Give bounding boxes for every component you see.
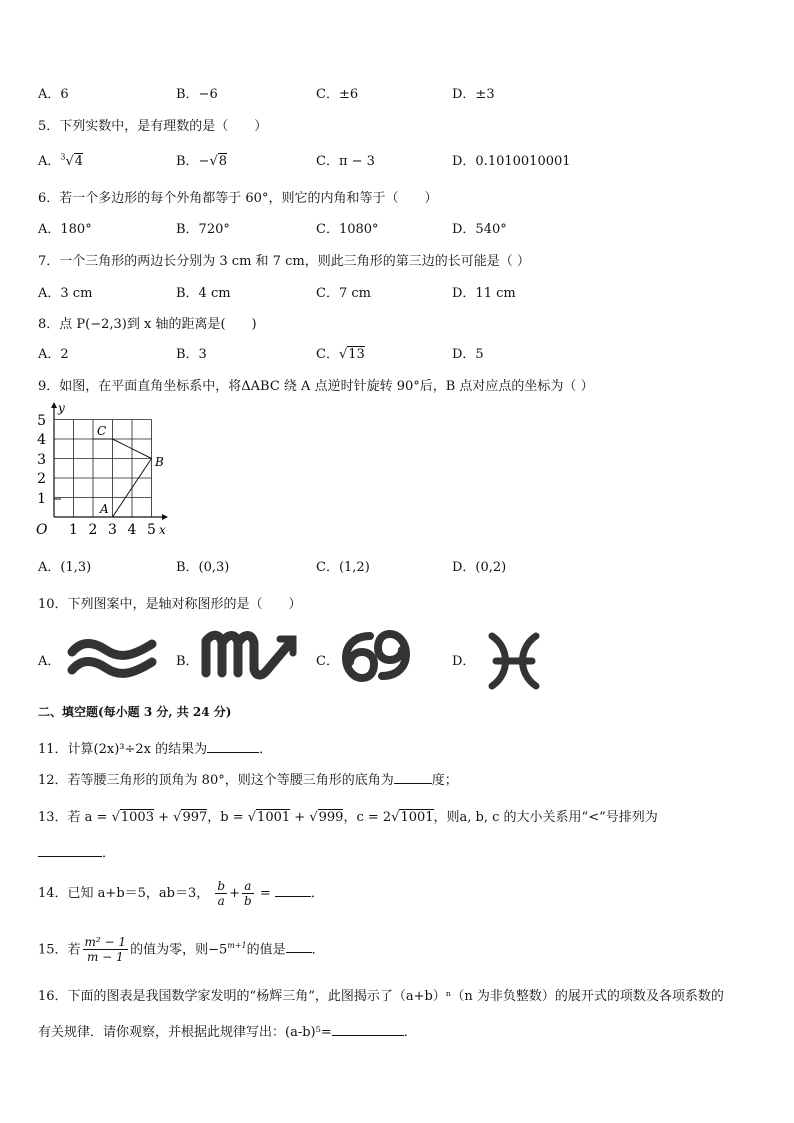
aquarius-symbol-icon — [66, 632, 158, 682]
q7-option-c[interactable]: C．7 cm — [316, 286, 371, 301]
q13-root-4: 999 — [318, 810, 344, 825]
x-tick-1: 1 — [69, 522, 78, 538]
q14-f1-den: a — [217, 894, 225, 908]
q5-a-index: 3 — [60, 152, 66, 162]
y-tick-3: 3 — [37, 452, 46, 468]
x-tick-4: 4 — [127, 522, 137, 538]
q10-option-a[interactable]: A． — [38, 654, 61, 669]
q4-option-b[interactable]: B．−6 — [176, 87, 218, 102]
y-axis-label: y — [58, 402, 65, 415]
q16-end: ． — [403, 1025, 417, 1040]
q10-option-d[interactable]: D． — [452, 654, 476, 669]
section-2-title: 二、填空题(每小题 3 分, 共 24 分) — [38, 705, 232, 719]
x-tick-2: 2 — [88, 522, 98, 538]
q13: 13．若 a = √1003 + √997，b = √1001 + √999，c = 2√1001，则a, b, c 的大小关系用“<”号排列为 — [38, 810, 658, 825]
q11-text: 11．计算(2x)³÷2x 的结果为 — [38, 742, 208, 757]
q14-text: 14．已知 a+b＝5，ab＝3， — [38, 886, 210, 901]
q8-stem: 8．点 P(−2,3)到 x 轴的距离是( ) — [38, 317, 257, 332]
q12-text: 12．若等腰三角形的顶角为 80°，则这个等腰三角形的底角为 — [38, 773, 394, 788]
q5-stem: 5．下列实数中，是有理数的是（ ） — [38, 119, 268, 134]
q13-text-2: ，b = — [207, 810, 244, 825]
q16-line-2 — [38, 1021, 417, 1040]
q14 — [38, 874, 324, 914]
q9-options — [38, 556, 778, 576]
q7-stem: 7．一个三角形的两边长分别为 3 cm 和 7 cm，则此三角形的第三边的长可能是（ ） — [38, 254, 530, 269]
q15-den: m − 1 — [86, 950, 124, 965]
q16-text: 有关规律．请你观察，并根据此规律写出：(a-b)⁵= — [38, 1025, 332, 1040]
point-c-label: C — [97, 424, 107, 438]
q5-a-val: 4 — [74, 154, 84, 169]
q11 — [38, 738, 272, 757]
q6-option-a[interactable]: A．180° — [38, 222, 92, 237]
q14-equals: = — [259, 886, 271, 901]
q7-option-a[interactable]: A．3 cm — [38, 286, 93, 301]
q14-plus: + — [229, 886, 240, 901]
y-axis-arrow-icon — [51, 402, 57, 408]
q6-option-b[interactable]: B．720° — [176, 222, 230, 237]
q15-text-2: 的值为零，则−5 — [130, 942, 228, 958]
q15-text-1: 15．若 — [38, 942, 81, 958]
q15 — [38, 926, 325, 966]
q15-num: m² − 1 — [84, 935, 127, 950]
q9-option-c[interactable]: C．(1,2) — [316, 560, 370, 575]
q7-option-d[interactable]: D．11 cm — [452, 286, 516, 301]
q10-option-c[interactable]: C． — [316, 654, 339, 669]
q13-root-1: 1003 — [120, 810, 154, 825]
q9-stem: 9．如图，在平面直角坐标系中，将ΔABC 绕 A 点逆时针旋转 90°后，B 点对应点的坐标为（ ） — [38, 379, 594, 394]
cancer-symbol-icon — [340, 626, 412, 686]
q8-c-val: 13 — [348, 347, 365, 362]
q14-f1-num: b — [217, 879, 226, 893]
q5-a-label: A． — [38, 154, 61, 169]
x-axis-arrow-icon — [162, 514, 168, 520]
q14-fraction-2 — [242, 879, 254, 908]
q9-option-b[interactable]: B．(0,3) — [176, 560, 230, 575]
q13-text-3: ，c = 2 — [343, 810, 392, 825]
q13-text-4: ，则a, b, c 的大小关系用“<”号排列为 — [433, 810, 658, 825]
origin-label: O — [36, 522, 48, 538]
q13-end: ． — [102, 846, 116, 861]
point-a-label: A — [100, 502, 109, 516]
q15-fraction — [83, 935, 129, 964]
q7-option-b[interactable]: B．4 cm — [176, 286, 231, 301]
q4-option-a[interactable]: A．6 — [38, 87, 69, 102]
q9-option-a[interactable]: A．(1,3) — [38, 560, 92, 575]
q5-b-val: 8 — [218, 154, 228, 169]
q13-plus-1: + — [158, 810, 170, 825]
q11-answer-blank[interactable] — [207, 740, 259, 753]
q6-option-d[interactable]: D．540° — [452, 222, 507, 237]
q5-option-d[interactable]: D．0.1010010001 — [452, 154, 571, 169]
q15-text-3: 的值是 — [246, 942, 286, 958]
q14-f2-num: a — [242, 879, 254, 894]
y-tick-4: 4 — [37, 432, 46, 448]
scorpio-symbol-icon — [200, 627, 300, 683]
q13-root-3: 1001 — [257, 810, 291, 825]
q5-b-label: B．− — [176, 154, 210, 169]
q4-options — [38, 83, 778, 103]
q13-root-2: 997 — [182, 810, 208, 825]
q14-answer-blank[interactable] — [275, 884, 311, 897]
q8-c-label: C． — [316, 347, 339, 362]
q13-text-1: 13．若 a = — [38, 810, 108, 825]
pisces-symbol-icon — [484, 630, 544, 692]
q8-options — [38, 343, 778, 363]
q8-option-c[interactable]: C．√13 — [316, 347, 365, 362]
y-tick-1: 1 — [37, 491, 46, 507]
q15-exponent: m+1 — [227, 941, 247, 950]
q6-stem: 6．若一个多边形的每个外角都等于 60°，则它的内角和等于（ ） — [38, 191, 438, 206]
q9-coordinate-graph — [34, 402, 174, 542]
q14-f2-den: b — [244, 894, 252, 908]
q10-stem: 10．下列图案中，是轴对称图形的是（ ） — [38, 597, 302, 612]
y-tick-2: 2 — [37, 471, 46, 487]
q16-answer-blank[interactable] — [332, 1023, 404, 1036]
q5-option-a[interactable]: A．$^3$√4 — [38, 152, 84, 169]
q15-end: ． — [311, 942, 325, 958]
q14-fraction-1 — [215, 879, 227, 908]
x-tick-5: 5 — [147, 522, 156, 538]
q6-option-c[interactable]: C．1080° — [316, 222, 379, 237]
q10-option-b[interactable]: B． — [176, 654, 199, 669]
q8-option-d[interactable]: D．5 — [452, 347, 484, 362]
q5-option-b[interactable]: B．−√8 — [176, 154, 228, 169]
q4-option-c[interactable]: C．±6 — [316, 87, 359, 102]
q11-end: ． — [259, 742, 273, 757]
x-axis-label: x — [159, 523, 166, 537]
q15-answer-blank[interactable] — [286, 940, 312, 953]
q5-options — [38, 150, 778, 170]
q13-plus-2: + — [294, 810, 306, 825]
q5-option-c[interactable]: C．π − 3 — [316, 154, 375, 169]
x-tick-3: 3 — [108, 522, 117, 538]
q13-answer-line — [38, 842, 115, 861]
y-tick-5: 5 — [37, 413, 46, 429]
q13-answer-blank[interactable] — [38, 844, 102, 857]
point-b-label: B — [155, 455, 164, 469]
q7-options — [38, 282, 778, 302]
q12 — [38, 769, 458, 788]
q4-option-d[interactable]: D．±3 — [452, 87, 495, 102]
q12-answer-blank[interactable] — [394, 771, 432, 784]
q12-end: 度； — [431, 773, 458, 788]
q16-line-1: 16．下面的图表是我国数学家发明的“杨辉三角”，此图揭示了（a+b）ⁿ（n 为非负整数）的展开式的项数及各项系数的 — [38, 989, 724, 1004]
q9-option-d[interactable]: D．(0,2) — [452, 560, 507, 575]
q6-options — [38, 218, 778, 238]
q8-option-b[interactable]: B．3 — [176, 347, 207, 362]
q8-option-a[interactable]: A．2 — [38, 347, 69, 362]
q14-end: ． — [310, 886, 324, 901]
q13-root-5: 1001 — [400, 810, 434, 825]
